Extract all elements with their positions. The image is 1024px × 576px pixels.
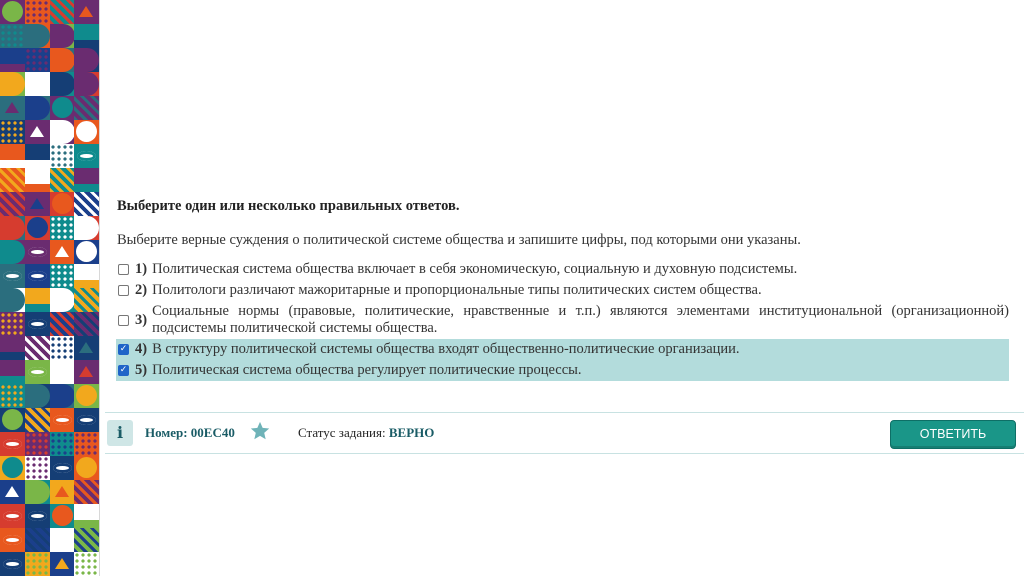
mosaic-tile <box>0 144 25 168</box>
mosaic-tile <box>74 48 99 72</box>
mosaic-tile <box>0 48 25 72</box>
checkbox-icon[interactable]: ✓ <box>119 344 128 354</box>
mosaic-tile <box>25 216 50 240</box>
mosaic-tile <box>74 240 99 264</box>
mosaic-tile <box>74 432 99 456</box>
mosaic-tile <box>50 504 75 528</box>
mosaic-divider <box>99 0 103 576</box>
option-2[interactable] <box>116 280 1009 301</box>
mosaic-tile <box>50 144 75 168</box>
mosaic-tile <box>25 48 50 72</box>
status-label: Статус задания: <box>298 425 386 440</box>
option-text: В структуру политической системы общества входят общественно-политические организации. <box>152 341 740 357</box>
mosaic-tile <box>25 96 50 120</box>
mosaic-tile <box>25 120 50 144</box>
mosaic-tile <box>25 168 50 192</box>
decorative-mosaic <box>0 0 99 576</box>
option-text: Политическая система общества включает в себя экономическую, социальную и духовную подсистемы. <box>152 261 798 277</box>
mosaic-tile <box>50 480 75 504</box>
mosaic-tile <box>25 360 50 384</box>
mosaic-tile <box>25 432 50 456</box>
mosaic-tile <box>74 96 99 120</box>
mosaic-tile <box>74 144 99 168</box>
mosaic-tile <box>50 192 75 216</box>
footer-divider-bottom <box>105 453 1024 454</box>
checkbox-icon[interactable] <box>118 315 129 326</box>
mosaic-tile <box>0 24 25 48</box>
mosaic-tile <box>0 96 25 120</box>
mosaic-tile <box>74 72 99 96</box>
mosaic-tile <box>50 96 75 120</box>
mosaic-tile <box>0 240 25 264</box>
mosaic-tile <box>74 336 99 360</box>
footer-divider-top <box>105 412 1024 413</box>
mosaic-tile <box>25 192 50 216</box>
mosaic-tile <box>0 360 25 384</box>
info-icon[interactable]: i <box>107 420 133 446</box>
option-number: 1) <box>135 261 148 277</box>
mosaic-tile <box>25 144 50 168</box>
mosaic-tile <box>0 504 25 528</box>
mosaic-tile <box>50 24 75 48</box>
mosaic-tile <box>0 192 25 216</box>
mosaic-tile <box>50 432 75 456</box>
mosaic-tile <box>74 216 99 240</box>
mosaic-tile <box>50 360 75 384</box>
mosaic-tile <box>50 528 75 552</box>
option-1[interactable] <box>116 259 1009 280</box>
option-number: 2) <box>135 282 148 298</box>
mosaic-tile <box>50 0 75 24</box>
mosaic-tile <box>0 72 25 96</box>
task-status <box>298 425 434 441</box>
checkbox-icon[interactable] <box>118 264 129 275</box>
option-number: 5) <box>135 362 148 378</box>
option-5[interactable] <box>116 360 1009 381</box>
mosaic-tile <box>0 288 25 312</box>
mosaic-tile <box>50 48 75 72</box>
mosaic-tile <box>74 504 99 528</box>
mosaic-tile <box>25 288 50 312</box>
option-text: Социальные нормы (правовые, политические, нравственные и т.п.) являются элементами институциональной (организационной) подсистемы политической системы общества. <box>152 303 1009 336</box>
mosaic-tile <box>50 264 75 288</box>
mosaic-tile <box>74 312 99 336</box>
mosaic-tile <box>0 432 25 456</box>
mosaic-tile <box>25 336 50 360</box>
mosaic-tile <box>25 72 50 96</box>
mosaic-tile <box>74 192 99 216</box>
mosaic-tile <box>74 0 99 24</box>
mosaic-tile <box>0 312 25 336</box>
mosaic-tile <box>0 336 25 360</box>
mosaic-tile <box>0 552 25 576</box>
task-question: Выберите верные суждения о политической системе общества и запишите цифры, под которыми они указаны. <box>117 232 801 248</box>
mosaic-tile <box>0 408 25 432</box>
mosaic-tile <box>74 384 99 408</box>
star-icon[interactable] <box>249 420 271 442</box>
mosaic-tile <box>0 384 25 408</box>
task-prompt: Выберите один или несколько правильных ответов. <box>117 198 460 214</box>
mosaic-tile <box>0 456 25 480</box>
mosaic-tile <box>50 72 75 96</box>
mosaic-tile <box>74 264 99 288</box>
mosaic-tile <box>74 552 99 576</box>
mosaic-tile <box>0 480 25 504</box>
status-value: ВЕРНО <box>388 425 435 440</box>
mosaic-tile <box>25 264 50 288</box>
mosaic-tile <box>0 168 25 192</box>
mosaic-tile <box>25 480 50 504</box>
mosaic-tile <box>50 240 75 264</box>
mosaic-tile <box>74 360 99 384</box>
answer-options <box>116 259 1009 381</box>
mosaic-tile <box>25 0 50 24</box>
option-text: Политическая система общества регулирует политические процессы. <box>152 362 582 378</box>
mosaic-tile <box>74 120 99 144</box>
mosaic-tile <box>74 480 99 504</box>
mosaic-tile <box>50 408 75 432</box>
mosaic-tile <box>50 120 75 144</box>
mosaic-tile <box>74 168 99 192</box>
mosaic-tile <box>25 384 50 408</box>
option-3[interactable] <box>116 301 1009 339</box>
mosaic-tile <box>25 240 50 264</box>
answer-button[interactable]: ОТВЕТИТЬ <box>890 420 1016 449</box>
checkbox-icon[interactable] <box>118 285 129 296</box>
mosaic-tile <box>25 24 50 48</box>
mosaic-tile <box>50 168 75 192</box>
mosaic-tile <box>25 504 50 528</box>
mosaic-tile <box>25 528 50 552</box>
mosaic-tile <box>50 288 75 312</box>
mosaic-tile <box>50 552 75 576</box>
mosaic-tile <box>50 336 75 360</box>
task-number: Номер: 00EC40 <box>145 425 235 440</box>
mosaic-tile <box>25 408 50 432</box>
mosaic-tile <box>74 288 99 312</box>
mosaic-tile <box>74 528 99 552</box>
mosaic-tile <box>0 120 25 144</box>
mosaic-tile <box>74 24 99 48</box>
task-panel <box>105 0 1024 576</box>
mosaic-tile <box>0 264 25 288</box>
option-number: 4) <box>135 341 148 357</box>
mosaic-tile <box>25 312 50 336</box>
mosaic-tile <box>0 528 25 552</box>
mosaic-tile <box>50 312 75 336</box>
mosaic-tile <box>25 456 50 480</box>
mosaic-tile <box>50 216 75 240</box>
mosaic-tile <box>0 0 25 24</box>
option-4[interactable] <box>116 339 1009 360</box>
mosaic-tile <box>74 456 99 480</box>
checkbox-icon[interactable]: ✓ <box>119 365 128 375</box>
mosaic-tile <box>50 384 75 408</box>
mosaic-tile <box>74 408 99 432</box>
option-text: Политологи различают мажоритарные и пропорциональные типы политических систем общества. <box>152 282 762 298</box>
mosaic-tile <box>50 456 75 480</box>
option-number: 3) <box>135 311 148 328</box>
mosaic-tile <box>0 216 25 240</box>
mosaic-tile <box>25 552 50 576</box>
